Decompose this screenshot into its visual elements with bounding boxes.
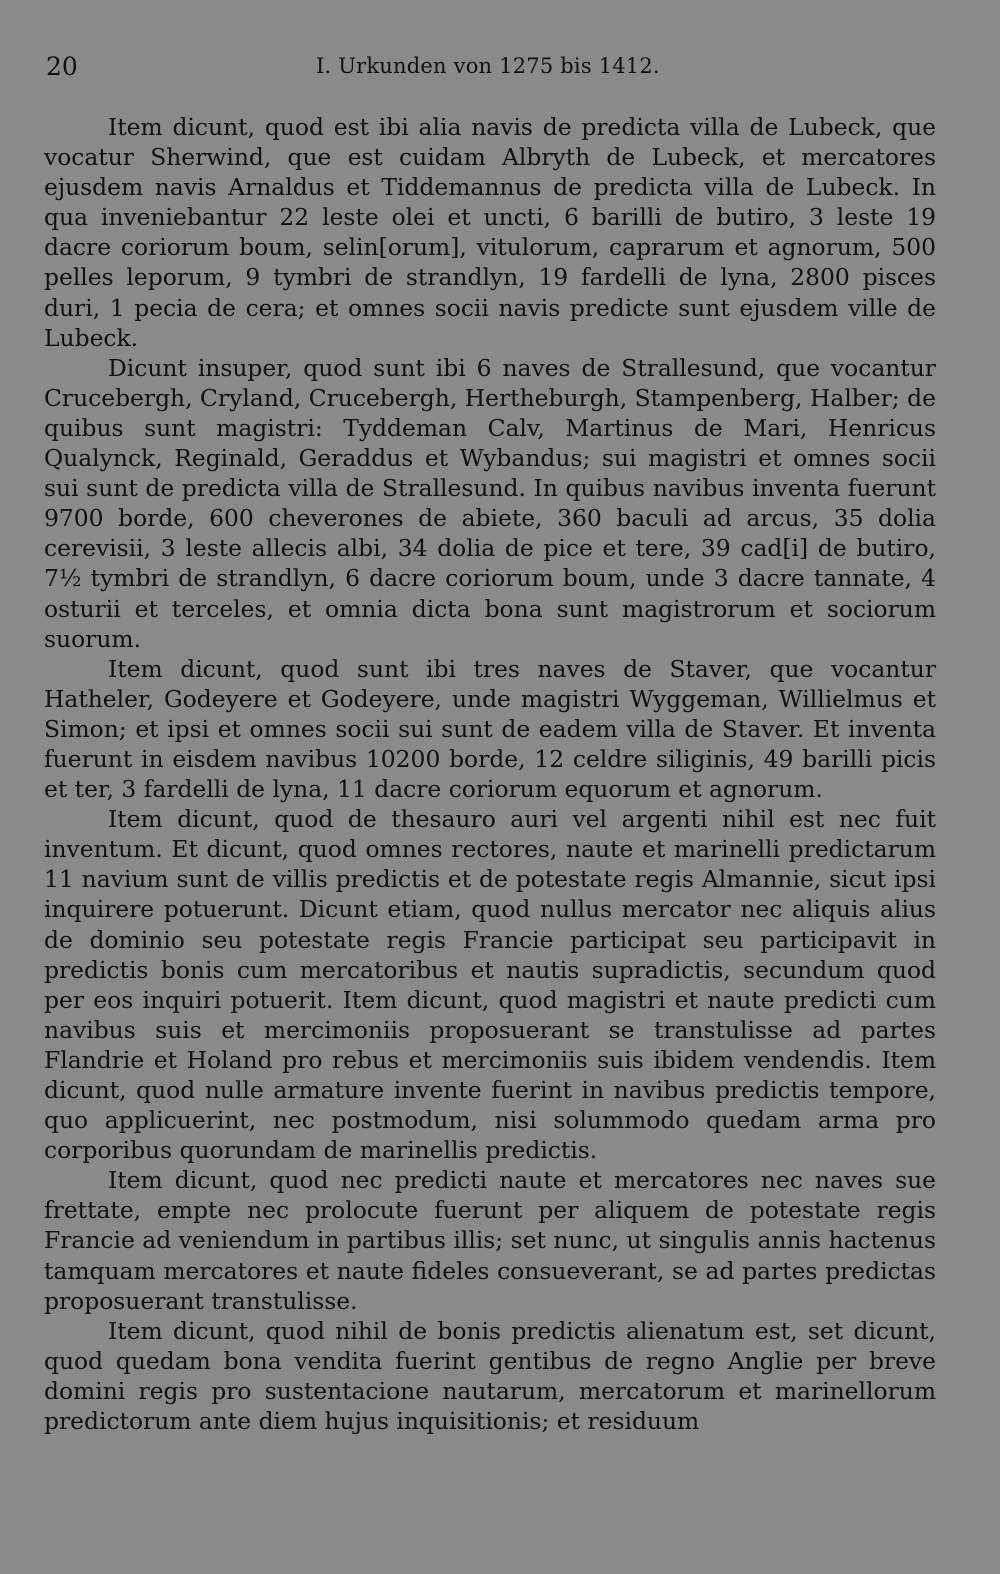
page-header xyxy=(46,52,934,84)
paragraph: Item dicunt, quod nihil de bonis predictis alienatum est, set dicunt, quod quedam bona vendita fuerint gentibus de regno Anglie per breve domini regis pro sustentacione nautarum, mercatorum et marinellorum predictorum ante diem hujus inquisitionis; et residuum xyxy=(44,1316,936,1436)
page-number: 20 xyxy=(46,52,78,81)
paragraph: Item dicunt, quod est ibi alia navis de predicta villa de Lubeck, que vocatur Sherwind, que est cuidam Albryth de Lubeck, et mercatores ejusdem navis Arnaldus et Tiddemannus de predicta villa de Lubeck. In qua inveniebantur 22 leste olei et uncti, 6 barilli de butiro, 3 leste 19 dacre coriorum boum, selin[orum], vitulorum, caprarum et agnorum, 500 pelles leporum, 9 tymbri de strandlyn, 19 fardelli de lyna, 2800 pisces duri, 1 pecia de cera; et omnes socii navis predicte sunt ejusdem ville de Lubeck. xyxy=(44,113,936,352)
running-title: I. Urkunden von 1275 bis 1412. xyxy=(316,54,660,78)
paragraph: Item dicunt, quod nec predicti naute et mercatores nec naves sue frettate, empte nec prolocute fuerunt per aliquem de potestate regis Francie ad veniendum in partibus illis; set nunc, ut singulis annis hactenus tamquam mercatores et naute fideles consueverant, se ad partes predictas proposuerant transtulisse. xyxy=(44,1166,936,1315)
body-text xyxy=(44,112,936,1436)
paragraph: Item dicunt, quod sunt ibi tres naves de Staver, que vocantur Hatheler, Godeyere et Godeyere, unde magistri Wyggeman, Willielmus et Simon; et ipsi et omnes socii sui sunt de eadem villa de Staver. Et inventa fuerunt in eisdem navibus 10200 borde, 12 celdre siliginis, 49 barilli picis et ter, 3 fardelli de lyna, 11 dacre coriorum equorum et agnorum. xyxy=(44,654,936,804)
paragraph: Dicunt insuper, quod sunt ibi 6 naves de Strallesund, que vocantur Crucebergh, Cryland, Crucebergh, Hertheburgh, Stampenberg, Halber; de quibus sunt magistri: Tyddeman Calv, Martinus de Mari, Henricus Qualynck, Reginald, Geraddus et Wybandus; sui magistri et omnes socii sui sunt de predicta villa de Strallesund. In quibus navibus inventa fuerunt 9700 borde, 600 cheverones de abiete, 360 baculi ad arcus, 35 dolia cerevisii, 3 leste allecis albi, 34 dolia de pice et tere, 39 cad[i] de butiro, 7½ tymbri de strandlyn, 6 dacre coriorum boum, unde 3 dacre tannate, 4 osturii et terceles, et omnia dicta bona sunt magistrorum et sociorum suorum. xyxy=(44,353,936,653)
paragraph: Item dicunt, quod de thesauro auri vel argenti nihil est nec fuit inventum. Et dicunt, quod omnes rectores, naute et marinelli predictarum 11 navium sunt de villis predictis et de potestate regis Almannie, sicut ipsi inquirere potuerunt. Dicunt etiam, quod nullus mercator nec aliquis alius de dominio seu potestate regis Francie participat seu participavit in predictis bonis cum mercatoribus et nautis supradictis, secundum quod per eos inquiri potuerit. Item dicunt, quod magistri et naute predicti cum navibus suis et mercimoniis proposuerant se transtulisse ad partes Flandrie et Holand pro rebus et mercimoniis suis ibidem vendendis. Item dicunt, quod nulle armature invente fuerint in navibus predictis tempore, quo applicuerint, nec postmodum, nisi solummodo quedam arma pro corporibus quorundam de marinellis predictis. xyxy=(44,805,936,1165)
